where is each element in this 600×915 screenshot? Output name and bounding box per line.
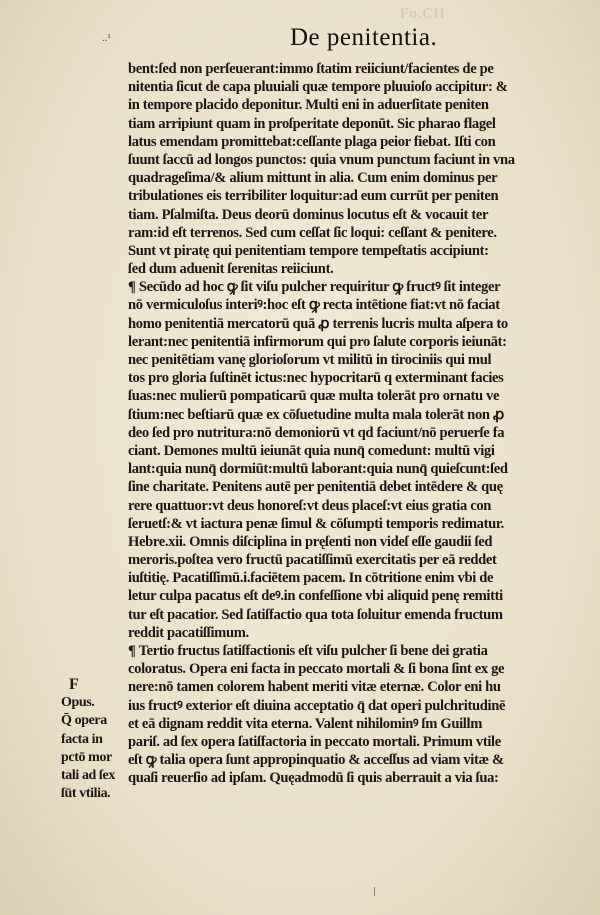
text-line: quaſi reuerſio ad ipſam. Quęadmodū ſi quis aberrauit a via ſua:: [128, 770, 499, 787]
margin-note-line: facta in: [61, 731, 103, 747]
text-line: letur culpa pacatus eſt deꝰ.in confeſſione vbi aliquid penę remitti: [128, 588, 503, 605]
text-line: ſtium:nec beſtiarū quæ ex cōſuetudine multa mala tolerāt non ꝓ: [128, 406, 504, 423]
text-line: nere:nō tamen colorem habent meriti vitæ eternæ. Color eni hu: [128, 679, 501, 696]
text-line: nitentia ſicut de capa pluuiali quæ tempore pluuioſo accipitur: &: [128, 79, 508, 96]
text-line: deo ſed pro nutritura:nō demoniorū vt qd faciunt/nō peruerſe fa: [128, 424, 505, 441]
text-line: latus emendam promittebat:ceſſante plaga peior fiebat. Iſti con: [128, 133, 496, 150]
text-line: nec penitētiam vanę glorioſorum vt militū in tirociniis qui mul: [128, 352, 492, 368]
text-line: lant:quia nunq̄ dormiūt:multū laborant:quia nunq̄ quieſcunt:ſed: [128, 461, 508, 478]
text-line: iuſtitię. Pacatiſſimū.i.faciētem pacem. In cōtritione enim vbi de: [128, 570, 494, 587]
text-line: ſed dum aduenit ſerenitas reiiciunt.: [128, 261, 334, 278]
folio-mark: ..¹: [102, 32, 111, 44]
text-line: homo penitentiā mercatorū quā ꝓ terrenis lucris multa aſpera to: [128, 315, 508, 332]
margin-note-line: pctō mor: [61, 749, 112, 765]
text-line: rere quattuor:vt deus honoreſ:vt deus placeſ:vt eius gratia con: [128, 497, 492, 514]
text-line: ius fructꝰ exterior eſt diuina acceptatio q̄ dat operi pulchritudinē: [128, 697, 506, 714]
text-line: tribulationes eis terribiliter loquitur:ad eum currūt per peniten: [128, 188, 499, 205]
text-line: ſuunt ſaccū ad longos punctos: quia vnum punctum faciunt in vna: [128, 151, 515, 168]
page-mark: [374, 887, 375, 896]
bleed-through-text: Fo.CII: [400, 6, 446, 22]
text-line: in tempore placido deponitur. Multi eni in aduerſitate peniten: [128, 97, 489, 114]
margin-note-line: F: [69, 676, 79, 693]
text-line: quadrageſima/& alium mittunt in alia. Cum enim dominus per: [128, 170, 498, 187]
text-line: meroris.poſtea vero fructū pacatiſſimū exercitatis per eā reddet: [128, 552, 497, 569]
page-title: De penitentia.: [290, 24, 438, 51]
text-body: [128, 60, 590, 788]
text-line: Sunt vt piratę qui penitentiam tempore tempeſtatis accipiunt:: [128, 242, 489, 259]
text-line: tos pro gloria ſuſtinēt ictus:nec hypocritarū q exterminant facies: [128, 370, 504, 387]
text-line: pariſ. ad ſex opera ſatiſfactoria in peccato mortali. Primum vtile: [128, 733, 501, 750]
margin-notes: [61, 676, 131, 803]
text-line: ſine charitate. Penitens autē per penitentiā debet intēdere & quę: [128, 479, 503, 496]
text-line: Hebre.xii. Omnis diſciplina in pręſenti non videſ eſſe gaudii ſed: [128, 533, 493, 550]
margin-note-line: Opus.: [61, 695, 95, 711]
text-line: reddit pacatiſſimum.: [128, 624, 249, 641]
text-line: coloratus. Opera eni facta in peccato mortali & ſi bona ſint ex ge: [128, 661, 505, 678]
text-line: tur eſt pacatior. Sed ſatiſfactio qua tota ſoluitur emenda fructum: [128, 606, 503, 623]
text-line: ſuas:nec mulierū pompaticarū quæ multa tolerāt pro ornatu ve: [128, 388, 500, 405]
text-line: ¶ Tertio fructus ſatiſfactionis eſt viſu pulcher ſi bene dei gratia: [128, 643, 488, 659]
text-line: ciant. Demones multū ieiunāt quia nunq̄ comedunt: multū vigi: [128, 442, 495, 459]
margin-note-line: ſūt vtilia.: [61, 786, 111, 802]
text-line: tiam arripiunt quam in proſperitate deponūt. Sic pharao flagel: [128, 115, 496, 132]
text-line: et eā dignam reddit vita eterna. Valent nihilominꝰ ſm Guillm: [128, 715, 483, 732]
margin-note-line: Q̄ opera: [61, 713, 107, 729]
text-line: tiam. Pſalmiſta. Deus deorū dominus locutus eſt & vocauit ter: [128, 206, 489, 223]
text-line: ſeruetſ:& vt iactura penæ ſimul & cōſumpti temporis redimatur.: [128, 515, 504, 532]
text-line: nō vermiculoſus interiꝰ:hoc eſt ꝙ recta intētione fiat:vt nō faciat: [128, 297, 500, 314]
text-line: ram:id eſt terrenos. Sed cum ceſſat ſic loqui: ceſſant & penitere.: [128, 224, 497, 241]
text-line: bent:ſed non perſeuerant:immo ſtatim reiiciunt/facientes de pe: [128, 61, 494, 77]
text-line: ¶ Secūdo ad hoc ꝙ ſit viſu pulcher requiritur ꝙ fructꝰ ſit integer: [128, 279, 501, 296]
text-line: lerant:nec penitentiā infirmorum qui pro ſalute corporis ieiunāt:: [128, 333, 507, 350]
margin-note-line: tali ad ſex: [61, 767, 115, 783]
text-line: eſt ꝙ talia opera ſunt appropinquatio & acceſſus ad viam vitæ &: [128, 752, 504, 769]
